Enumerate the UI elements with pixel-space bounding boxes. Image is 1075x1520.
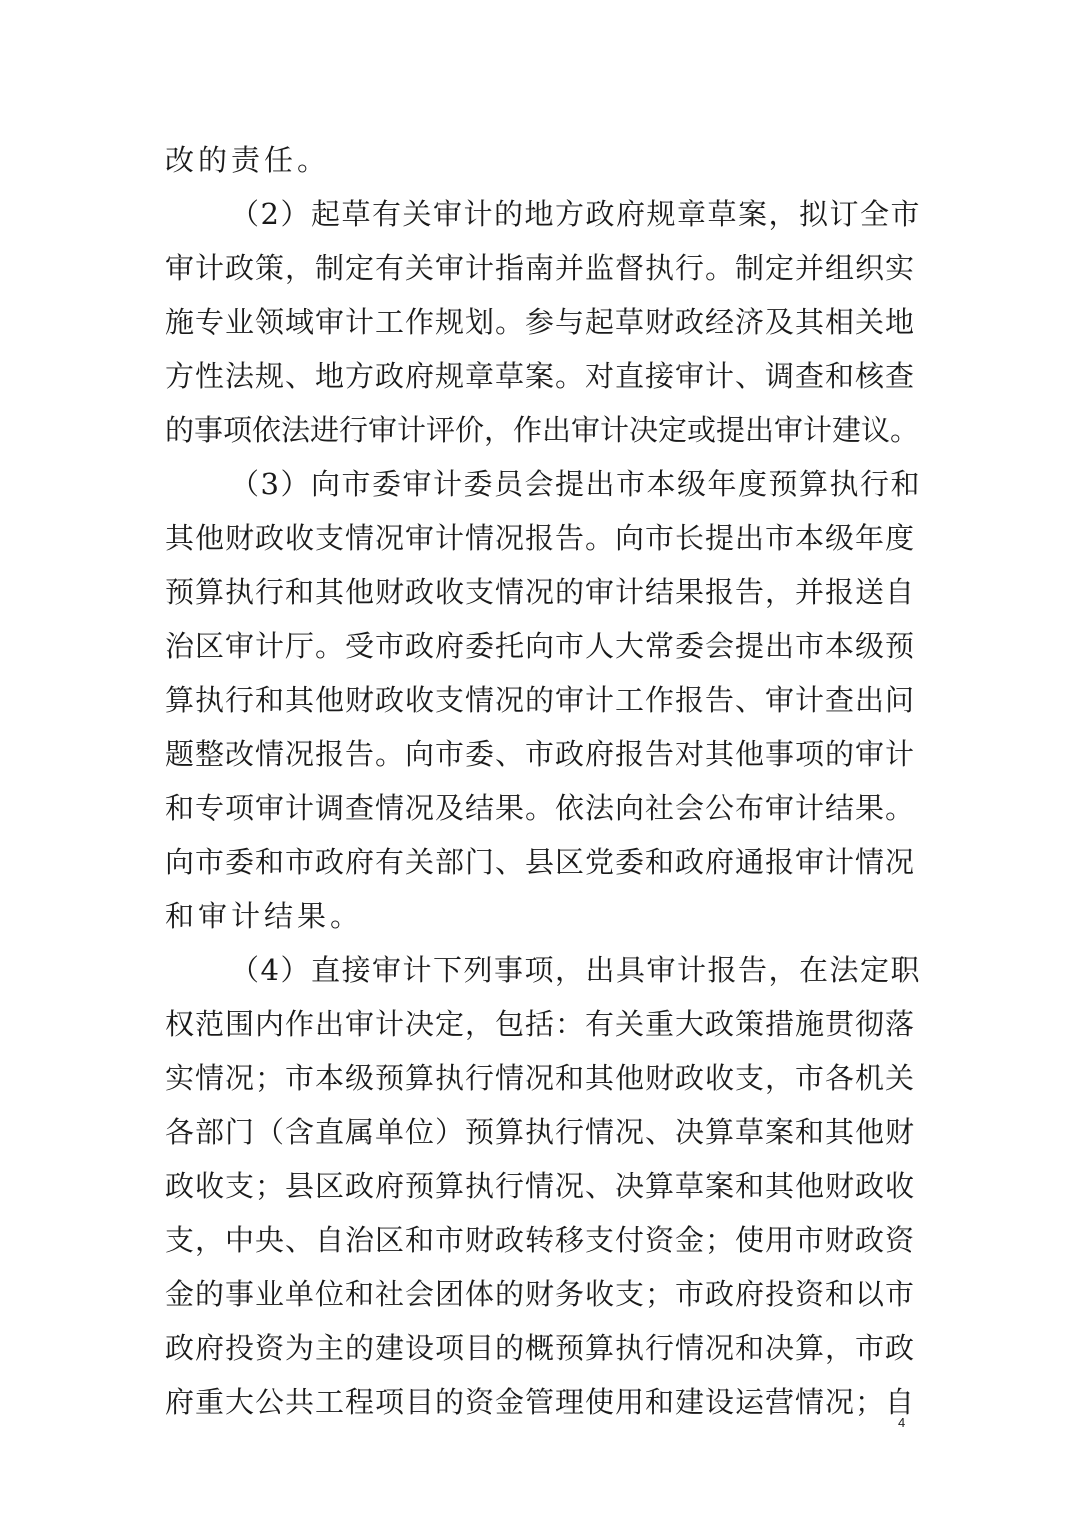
text-line: 政府投资为主的建设项目的概预算执行情况和决算，市政: [165, 1331, 916, 1365]
text-line: 的事项依法进行审计评价，作出审计决定或提出审计建议。: [165, 413, 920, 447]
text-line: 和专项审计调查情况及结果。依法向社会公布审计结果。: [165, 791, 916, 825]
text-line: 治区审计厅。受市政府委托向市人大常委会提出市本级预: [165, 629, 916, 663]
text-line: 改的责任。: [165, 143, 331, 177]
text-line: 金的事业单位和社会团体的财务收支；市政府投资和以市: [165, 1277, 916, 1311]
text-line: 权范围内作出审计决定，包括：有关重大政策措施贯彻落: [165, 1007, 916, 1041]
text-line: 支，中央、自治区和市财政转移支付资金；使用市财政资: [165, 1223, 916, 1257]
text-line: 各部门（含直属单位）预算执行情况、决算草案和其他财: [165, 1115, 916, 1149]
text-line: 其他财政收支情况审计情况报告。向市长提出市本级年度: [165, 521, 916, 555]
text-line: 府重大公共工程项目的资金管理使用和建设运营情况；自: [165, 1385, 916, 1419]
paragraph-2-start: （2）起草有关审计的地方政府规章草案，拟订全市: [230, 197, 921, 231]
text-line: 和审计结果。: [165, 899, 364, 933]
text-line: 算执行和其他财政收支情况的审计工作报告、审计查出问: [165, 683, 916, 717]
text-line: 题整改情况报告。向市委、市政府报告对其他事项的审计: [165, 737, 916, 771]
text-line: 实情况；市本级预算执行情况和其他财政收支，市各机关: [165, 1061, 916, 1095]
text-line: 预算执行和其他财政收支情况的审计结果报告，并报送自: [165, 575, 916, 609]
text-line: 方性法规、地方政府规章草案。对直接审计、调查和核查: [165, 359, 916, 393]
text-line: 施专业领域审计工作规划。参与起草财政经济及其相关地: [165, 305, 916, 339]
page-number: 4: [898, 1415, 906, 1430]
paragraph-4-start: （4）直接审计下列事项，出具审计报告，在法定职: [230, 953, 921, 987]
text-line: 政收支；县区政府预算执行情况、决算草案和其他财政收: [165, 1169, 916, 1203]
text-line: 向市委和市政府有关部门、县区党委和政府通报审计情况: [165, 845, 916, 879]
text-line: 审计政策，制定有关审计指南并监督执行。制定并组织实: [165, 251, 916, 285]
paragraph-3-start: （3）向市委审计委员会提出市本级年度预算执行和: [230, 467, 921, 501]
